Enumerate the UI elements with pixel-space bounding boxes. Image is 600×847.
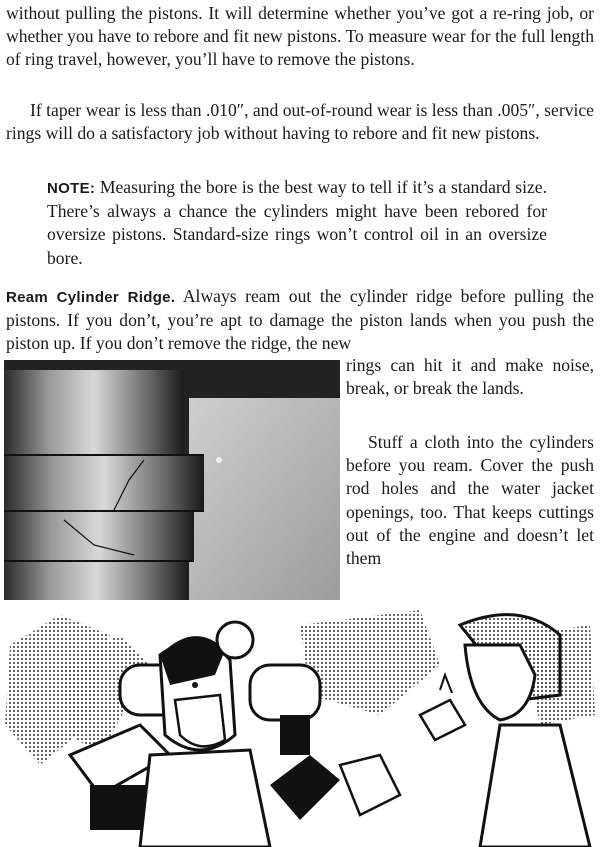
cylinder-ridge-photo-icon (4, 360, 340, 600)
paragraph-ream-ridge (6, 285, 594, 356)
note-text: Measuring the bore is the best way to tell if it’s a standard size. There’s always a chance the cylinders might have been rebored for oversize pistons. Standard-size rings won’t control oil in an oversize bore. (47, 177, 547, 268)
paragraph-stuff-cloth: Stuff a cloth into the cylinders before you ream. Cover the push rod holes and the water jacket openings, too. That keeps cuttings out of the engine and doesn’t let them (346, 432, 594, 569)
mechanic-and-woman-cartoon-icon (0, 605, 600, 847)
paragraph-taper-wear: If taper wear is less than .010″, and out-of-round wear is less than .005″, service rings will do a satisfactory job without having to rebore and fit new pistons. (6, 100, 594, 144)
paragraph-pistons-wear: without pulling the pistons. It will determine whether you’ve got a re-ring job, or whether you have to rebore and fit new pistons. To measure wear for the full length of ring travel, however, you’ll have to remove the pistons. (6, 3, 594, 70)
paragraph-rings-noise: rings can hit it and make noise, break, or break the lands. (346, 355, 594, 399)
ream-ridge-text: Always ream out the cylinder ridge before pulling the pistons. If you don’t, you’re apt to damage the piston lands when you push the piston up. If you don’t remove the ridge, the new (6, 286, 594, 354)
note-block (47, 176, 547, 270)
section-heading: Ream Cylinder Ridge. (6, 289, 176, 306)
note-label: NOTE: (47, 180, 96, 197)
